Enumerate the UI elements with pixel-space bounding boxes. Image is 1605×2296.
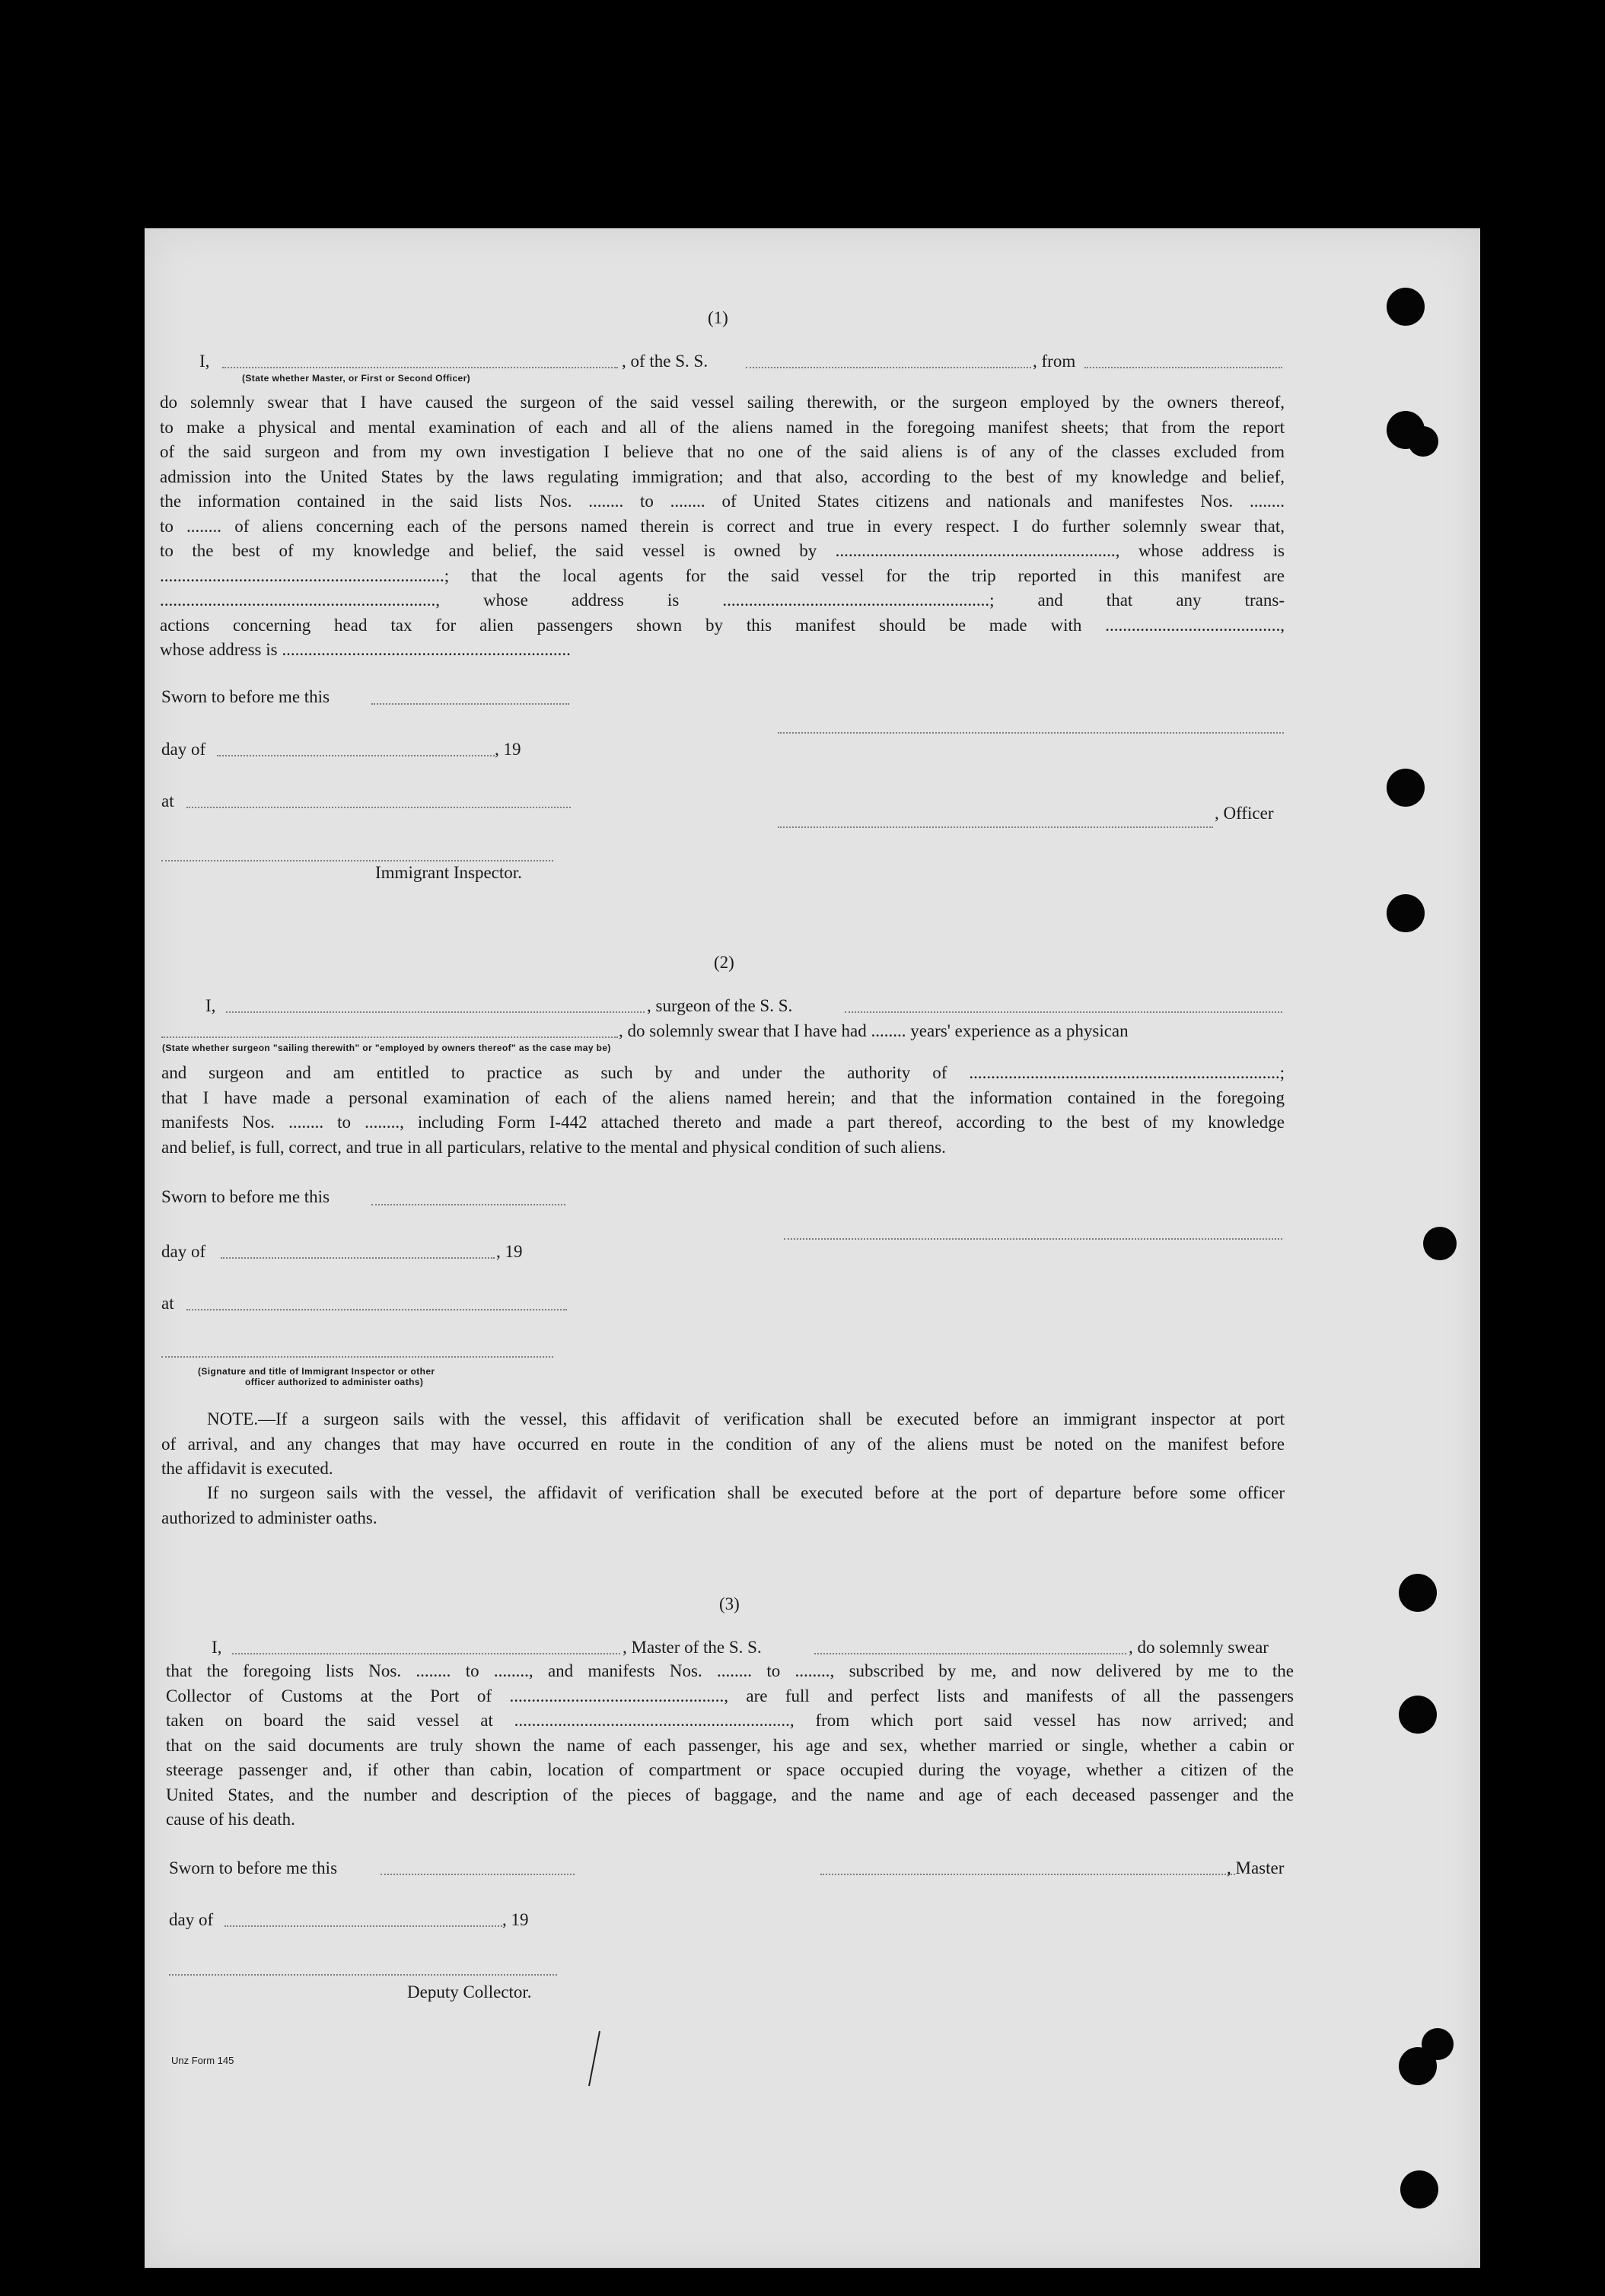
- section-3-line: United States, and the number and description of the pieces of baggage, and the name and age of each deceased passenger and the: [166, 1785, 1294, 1804]
- punch-hole: [1387, 769, 1425, 807]
- section-1-sworn-field: [371, 702, 569, 705]
- section-1-officer-field: [778, 825, 1213, 828]
- note-line: NOTE.—If a surgeon sails with the vessel, this affidavit of verification shall be executed before an immigrant inspector at port: [207, 1409, 1285, 1428]
- section-1-line: ..............................................................., whose address is .............................................................; and that any trans-: [160, 591, 1285, 610]
- punch-hole: [1399, 1574, 1437, 1612]
- note-line: of arrival, and any changes that may have occurred en route in the condition of any of the aliens must be noted on the manifest before: [161, 1434, 1285, 1454]
- section-1-note: (State whether Master, or First or Second Officer): [242, 373, 471, 384]
- section-2-sworn: Sworn to before me this: [161, 1187, 330, 1206]
- punch-hole: [1399, 1696, 1437, 1734]
- section-2-day-field: [221, 1256, 495, 1259]
- section-1-at-field: [186, 805, 571, 808]
- section-3-line: cause of his death.: [166, 1810, 295, 1829]
- section-1-sworn: Sworn to before me this: [161, 687, 330, 706]
- section-2-paragraph: [161, 1061, 1285, 1160]
- section-1-line: of the said surgeon and from my own investigation I believe that no one of the said aliens is of any of the classes excluded from: [160, 442, 1285, 461]
- section-1-number: (1): [708, 308, 728, 327]
- section-3-paragraph: [166, 1659, 1294, 1833]
- pen-mark: [578, 2028, 609, 2089]
- section-3-line: steerage passenger and, if other than cabin, location of compartment or space occupied during the voyage, whether a citizen of the: [166, 1760, 1294, 1779]
- section-2-signature-note-2: officer authorized to administer oaths): [245, 1377, 424, 1387]
- section-1-line: actions concerning head tax for alien passengers shown by this manifest should be made with ........................................,: [160, 615, 1285, 635]
- section-3-master: , Master: [1227, 1858, 1285, 1877]
- section-1-i: I,: [199, 352, 210, 371]
- punch-hole: [1399, 2047, 1437, 2085]
- section-1-of-ss: , of the S. S.: [622, 352, 709, 371]
- section-3-collector: Deputy Collector.: [407, 1982, 532, 2001]
- section-2-vessel-field: [845, 1010, 1282, 1013]
- section-1-line: whose address is ..................................................................: [160, 640, 571, 659]
- section-1-line: the information contained in the said lists Nos. ........ to ........ of United States citizens and nationals and manifestes Nos. ........: [160, 492, 1285, 511]
- section-1-line: do solemnly swear that I have caused the surgeon of the said vessel sailing therewith, or the surgeon employed by the owners thereof,: [160, 393, 1285, 412]
- note-line: the affidavit is executed.: [161, 1459, 333, 1478]
- section-1-from-field: [1084, 365, 1282, 368]
- section-3-master-field: [820, 1872, 1235, 1875]
- punch-hole: [1423, 1227, 1457, 1260]
- section-1-inspector-field: [161, 858, 553, 861]
- section-1-vessel-field: [746, 365, 1031, 368]
- form-number: Unz Form 145: [171, 2055, 234, 2066]
- section-1-day-of: day of: [161, 740, 206, 759]
- note-paragraph-2: [161, 1481, 1285, 1530]
- section-1-line: to ........ of aliens concerning each of the persons named therein is correct and true in every respect. I do further solemnly swear that,: [160, 516, 1285, 536]
- section-1-inspector: Immigrant Inspector.: [375, 863, 522, 882]
- section-2-name-field: [226, 1010, 645, 1013]
- section-2-note: (State whether surgeon "sailing therewith" or "employed by owners thereof" as the case may be): [162, 1043, 611, 1053]
- section-3-name-field: [232, 1651, 620, 1654]
- section-1-from: , from: [1033, 352, 1076, 371]
- section-3-collector-field: [169, 1973, 557, 1976]
- section-2-line2: , do solemnly swear that I have had ........ years' experience as a physican: [619, 1021, 1129, 1040]
- section-2-signature-line: [784, 1237, 1282, 1240]
- punch-hole: [1400, 2170, 1438, 2208]
- section-3-number: (3): [719, 1594, 740, 1613]
- section-3-line: that the foregoing lists Nos. ........ to ........, and manifests Nos. ........ to ........, subscribed by me, and now delivered by me to the: [166, 1661, 1294, 1680]
- section-3-sworn-field: [381, 1872, 575, 1875]
- note-paragraph: [161, 1407, 1285, 1482]
- section-2-at-field: [186, 1307, 567, 1310]
- section-2-surgeon: , surgeon of the S. S.: [647, 996, 793, 1015]
- note-line: If no surgeon sails with the vessel, the affidavit of verification shall be executed before at the port of departure before some officer: [207, 1483, 1285, 1502]
- section-2-line: that I have made a personal examination of each of the aliens named herein; and that the information contained in the foregoing: [161, 1087, 1285, 1107]
- section-1-officer: , Officer: [1215, 804, 1274, 823]
- section-2-i: I,: [205, 996, 216, 1015]
- section-2-day-of: day of: [161, 1242, 206, 1261]
- punch-hole: [1387, 288, 1425, 326]
- section-3-swear: , do solemnly swear: [1129, 1638, 1269, 1657]
- section-3-master-of-ss: , Master of the S. S.: [623, 1638, 762, 1657]
- section-3-line: that on the said documents are truly shown the name of each passenger, his age and sex, whether married or single, whether a cabin or: [166, 1735, 1294, 1755]
- section-3-day-of: day of: [169, 1910, 214, 1929]
- section-1-line: to the best of my knowledge and belief, the said vessel is owned by ................................................................, whose address is: [160, 541, 1285, 560]
- section-2-year: , 19: [496, 1242, 523, 1261]
- punch-hole: [1387, 894, 1425, 932]
- section-1-rank-field: [222, 365, 618, 368]
- section-1-at: at: [161, 791, 174, 810]
- section-1-paragraph: [160, 390, 1285, 663]
- section-3-i: I,: [212, 1638, 222, 1657]
- section-2-inspector-field: [161, 1355, 553, 1358]
- section-3-year: , 19: [502, 1910, 529, 1929]
- section-1-line: to make a physical and mental examination of each and all of the aliens named in the foregoing manifest sheets; that from the report: [160, 417, 1285, 437]
- section-2-line: and surgeon and am entitled to practice as such by and under the authority of .......................................................................;: [161, 1063, 1285, 1082]
- section-2-sworn-field: [371, 1202, 565, 1205]
- section-2-line: manifests Nos. ........ to ........, including Form I-442 attached thereto and made a part thereof, according to the best of my knowledge: [161, 1113, 1285, 1132]
- note-line: authorized to administer oaths.: [161, 1508, 377, 1527]
- section-3-line: Collector of Customs at the Port of ................................................., are full and perfect lists and manifests of all the passengers: [166, 1686, 1294, 1705]
- section-1-line: admission into the United States by the laws regulating immigration; and that also, according to the best of my knowledge and belief,: [160, 467, 1285, 486]
- section-3-day-field: [225, 1924, 502, 1927]
- section-1-signature-line: [778, 731, 1284, 734]
- section-3-vessel-field: [814, 1651, 1126, 1654]
- section-2-signature-note-1: (Signature and title of Immigrant Inspector or other: [198, 1366, 435, 1377]
- section-1-day-field: [217, 753, 495, 756]
- section-3-sworn: Sworn to before me this: [169, 1858, 338, 1877]
- section-2-line: and belief, is full, correct, and true in all particulars, relative to the mental and physical condition of such aliens.: [161, 1137, 946, 1157]
- section-2-at: at: [161, 1294, 174, 1313]
- punch-hole: [1408, 426, 1438, 457]
- section-3-line: taken on board the said vessel at ..............................................................., from which port said vessel has now arrived; and: [166, 1711, 1294, 1730]
- section-1-line: .................................................................; that the local agents for the said vessel for the trip reported in this manifest are: [160, 565, 1285, 585]
- section-1-year: , 19: [495, 740, 521, 759]
- section-2-type-field: [161, 1035, 618, 1038]
- section-2-number: (2): [714, 953, 734, 972]
